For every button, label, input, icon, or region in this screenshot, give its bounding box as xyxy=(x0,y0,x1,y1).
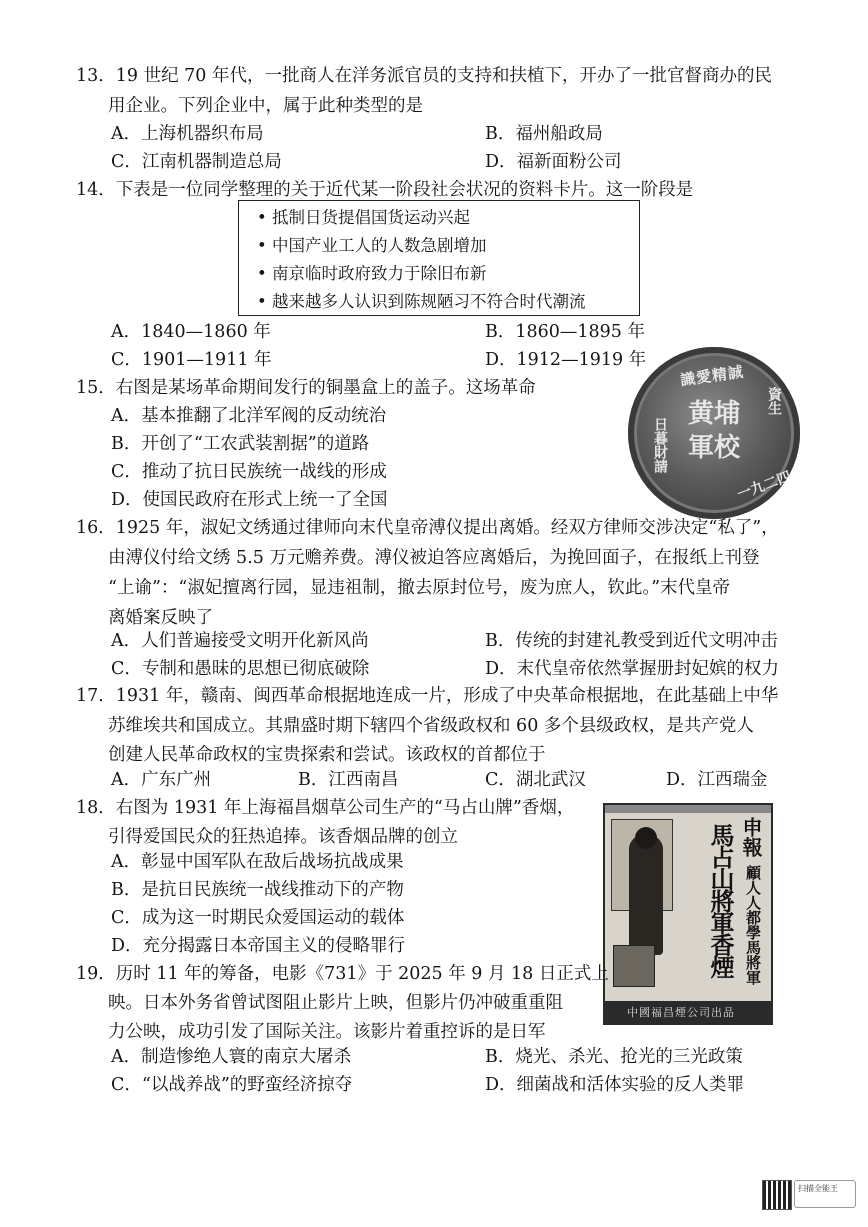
q16-option-c: C．专制和愚昧的思想已彻底破除 xyxy=(111,659,370,679)
q19-option-c: C．“以战养战”的野蛮经济掠夺 xyxy=(111,1075,353,1095)
cigarette-pack xyxy=(613,945,655,987)
soldier-figure xyxy=(629,835,663,955)
q19-option-a: A．制造惨绝人寰的南京大屠杀 xyxy=(111,1047,352,1067)
q18-option-d: D．充分揭露日本帝国主义的侵略罪行 xyxy=(111,936,406,956)
q16-stem-line2: 由溥仪付给文绣 5.5 万元赡养费。溥仪被迫答应离婚后，为挽回面子，在报纸上刊登 xyxy=(108,548,760,568)
q17-option-c: C．湖北武汉 xyxy=(485,770,586,790)
q13-option-c: C．江南机器制造总局 xyxy=(111,152,282,172)
q14-card-item: • 中国产业工人的人数急剧增加 xyxy=(257,236,487,255)
ad-slogan: 顧人人都學馬將軍 xyxy=(744,865,762,985)
q13-option-b: B．福州船政局 xyxy=(485,124,603,144)
q17-option-b: B．江西南昌 xyxy=(298,770,399,790)
scanner-badge-title: 扫描全能王 xyxy=(798,1184,838,1193)
q19-stem-line3: 力公映，成功引发了国际关注。该影片着重控诉的是日军 xyxy=(108,1022,546,1042)
coin-center-text-1: 黄埔 xyxy=(688,399,741,429)
q19-option-b: B．烧光、杀光、抢光的三光政策 xyxy=(485,1047,743,1067)
q15-option-d: D．使国民政府在形式上统一了全国 xyxy=(111,490,388,510)
q18-stem-line2: 引得爱国民众的狂热追捧。该香烟品牌的创立 xyxy=(108,827,458,847)
q13-stem-line2: 用企业。下列企业中，属于此种类型的是 xyxy=(108,96,423,116)
q18-option-c: C．成为这一时期民众爱国运动的载体 xyxy=(111,908,405,928)
q19-stem-line2: 映。日本外务省曾试图阻止影片上映，但影片仍冲破重重阻 xyxy=(108,993,563,1013)
cigarette-ad-image xyxy=(603,803,773,1025)
q16-stem-line4: 离婚案反映了 xyxy=(108,608,213,628)
q15-stem-line1: 15．右图是某场革命期间发行的铜墨盒上的盖子。这场革命 xyxy=(76,378,536,398)
ad-top-strip xyxy=(605,805,771,813)
q18-option-b: B．是抗日民族统一战线推动下的产物 xyxy=(111,880,404,900)
q14-option-d: D．1912—1919 年 xyxy=(485,350,647,370)
q15-option-a: A．基本推翻了北洋军阀的反动统治 xyxy=(111,406,387,426)
ad-masthead: 申報 xyxy=(739,817,763,857)
coin-center-text-2: 軍校 xyxy=(688,433,741,463)
q16-option-a: A．人们普遍接受文明开化新风尚 xyxy=(111,631,369,651)
q14-option-a: A．1840—1860 年 xyxy=(111,322,271,342)
ink-box-lid-image xyxy=(628,347,800,519)
q15-option-c: C．推动了抗日民族统一战线的形成 xyxy=(111,462,387,482)
q13-option-d: D．福新面粉公司 xyxy=(485,152,622,172)
q13-stem-line1: 13．19 世纪 70 年代，一批商人在洋务派官员的支持和扶植下，开办了一批官督商办的民 xyxy=(76,66,772,86)
q19-option-d: D．细菌战和活体实验的反人类罪 xyxy=(485,1075,745,1095)
q14-option-c: C．1901—1911 年 xyxy=(111,350,272,370)
ad-headline: 馬占山將軍香煙 xyxy=(706,823,735,977)
q17-stem-line2: 苏维埃共和国成立。其鼎盛时期下辖四个省级政权和 60 多个县级政权，是共产党人 xyxy=(108,716,754,736)
coin-top-text: 識愛精誠 xyxy=(679,362,746,390)
q19-stem-line1: 19．历时 11 年的筹备，电影《731》于 2025 年 9 月 18 日正式上 xyxy=(76,964,609,984)
q16-stem-line1: 16．1925 年，淑妃文绣通过律师向末代皇帝溥仪提出离婚。经双方律师交涉决定“私了”， xyxy=(76,518,779,538)
q18-option-a: A．彰显中国军队在敌后战场抗战成果 xyxy=(111,852,404,872)
scanner-watermark-badge xyxy=(794,1180,856,1208)
q16-option-d: D．末代皇帝依然掌握册封妃嫔的权力 xyxy=(485,659,780,679)
q14-stem-line1: 14．下表是一位同学整理的关于近代某一阶段社会状况的资料卡片。这一阶段是 xyxy=(76,180,694,200)
soldier-head xyxy=(635,827,657,849)
q16-option-b: B．传统的封建礼教受到近代文明冲击 xyxy=(485,631,778,651)
ad-footer-bar xyxy=(605,1001,771,1023)
coin-right-text: 資生 xyxy=(766,387,782,415)
q15-option-b: B．开创了“工农武装割据”的道路 xyxy=(111,434,370,454)
ad-footer: 中國福昌煙公司出品 xyxy=(627,1006,735,1019)
q14-option-b: B．1860—1895 年 xyxy=(485,322,645,342)
q17-stem-line3: 创建人民革命政权的宝贵探索和尝试。该政权的首都位于 xyxy=(108,745,546,765)
q14-card-item: • 越来越多人认识到陈规陋习不符合时代潮流 xyxy=(257,292,586,311)
q17-option-a: A．广东广州 xyxy=(111,770,212,790)
coin-left-text: 日暮財請 xyxy=(652,417,668,473)
q14-card-item: • 南京临时政府致力于除旧布新 xyxy=(257,264,487,283)
q14-info-card xyxy=(238,200,640,316)
q13-option-a: A．上海机器织布局 xyxy=(111,124,264,144)
q18-stem-line1: 18．右图为 1931 年上海福昌烟草公司生产的“马占山牌”香烟， xyxy=(76,798,575,818)
q17-option-d: D．江西瑞金 xyxy=(666,770,768,790)
coin-bottom-text: 一九二四 xyxy=(735,468,794,504)
q17-stem-line1: 17．1931 年，赣南、闽西革命根据地连成一片，形成了中央革命根据地，在此基础上中华 xyxy=(76,686,779,706)
q16-stem-line3: “上谕”：“淑妃擅离行园，显违祖制，撤去原封位号，废为庶人，钦此。”末代皇帝 xyxy=(108,578,731,598)
q14-card-item: • 抵制日货提倡国货运动兴起 xyxy=(257,208,470,227)
qr-code-icon xyxy=(762,1180,792,1210)
